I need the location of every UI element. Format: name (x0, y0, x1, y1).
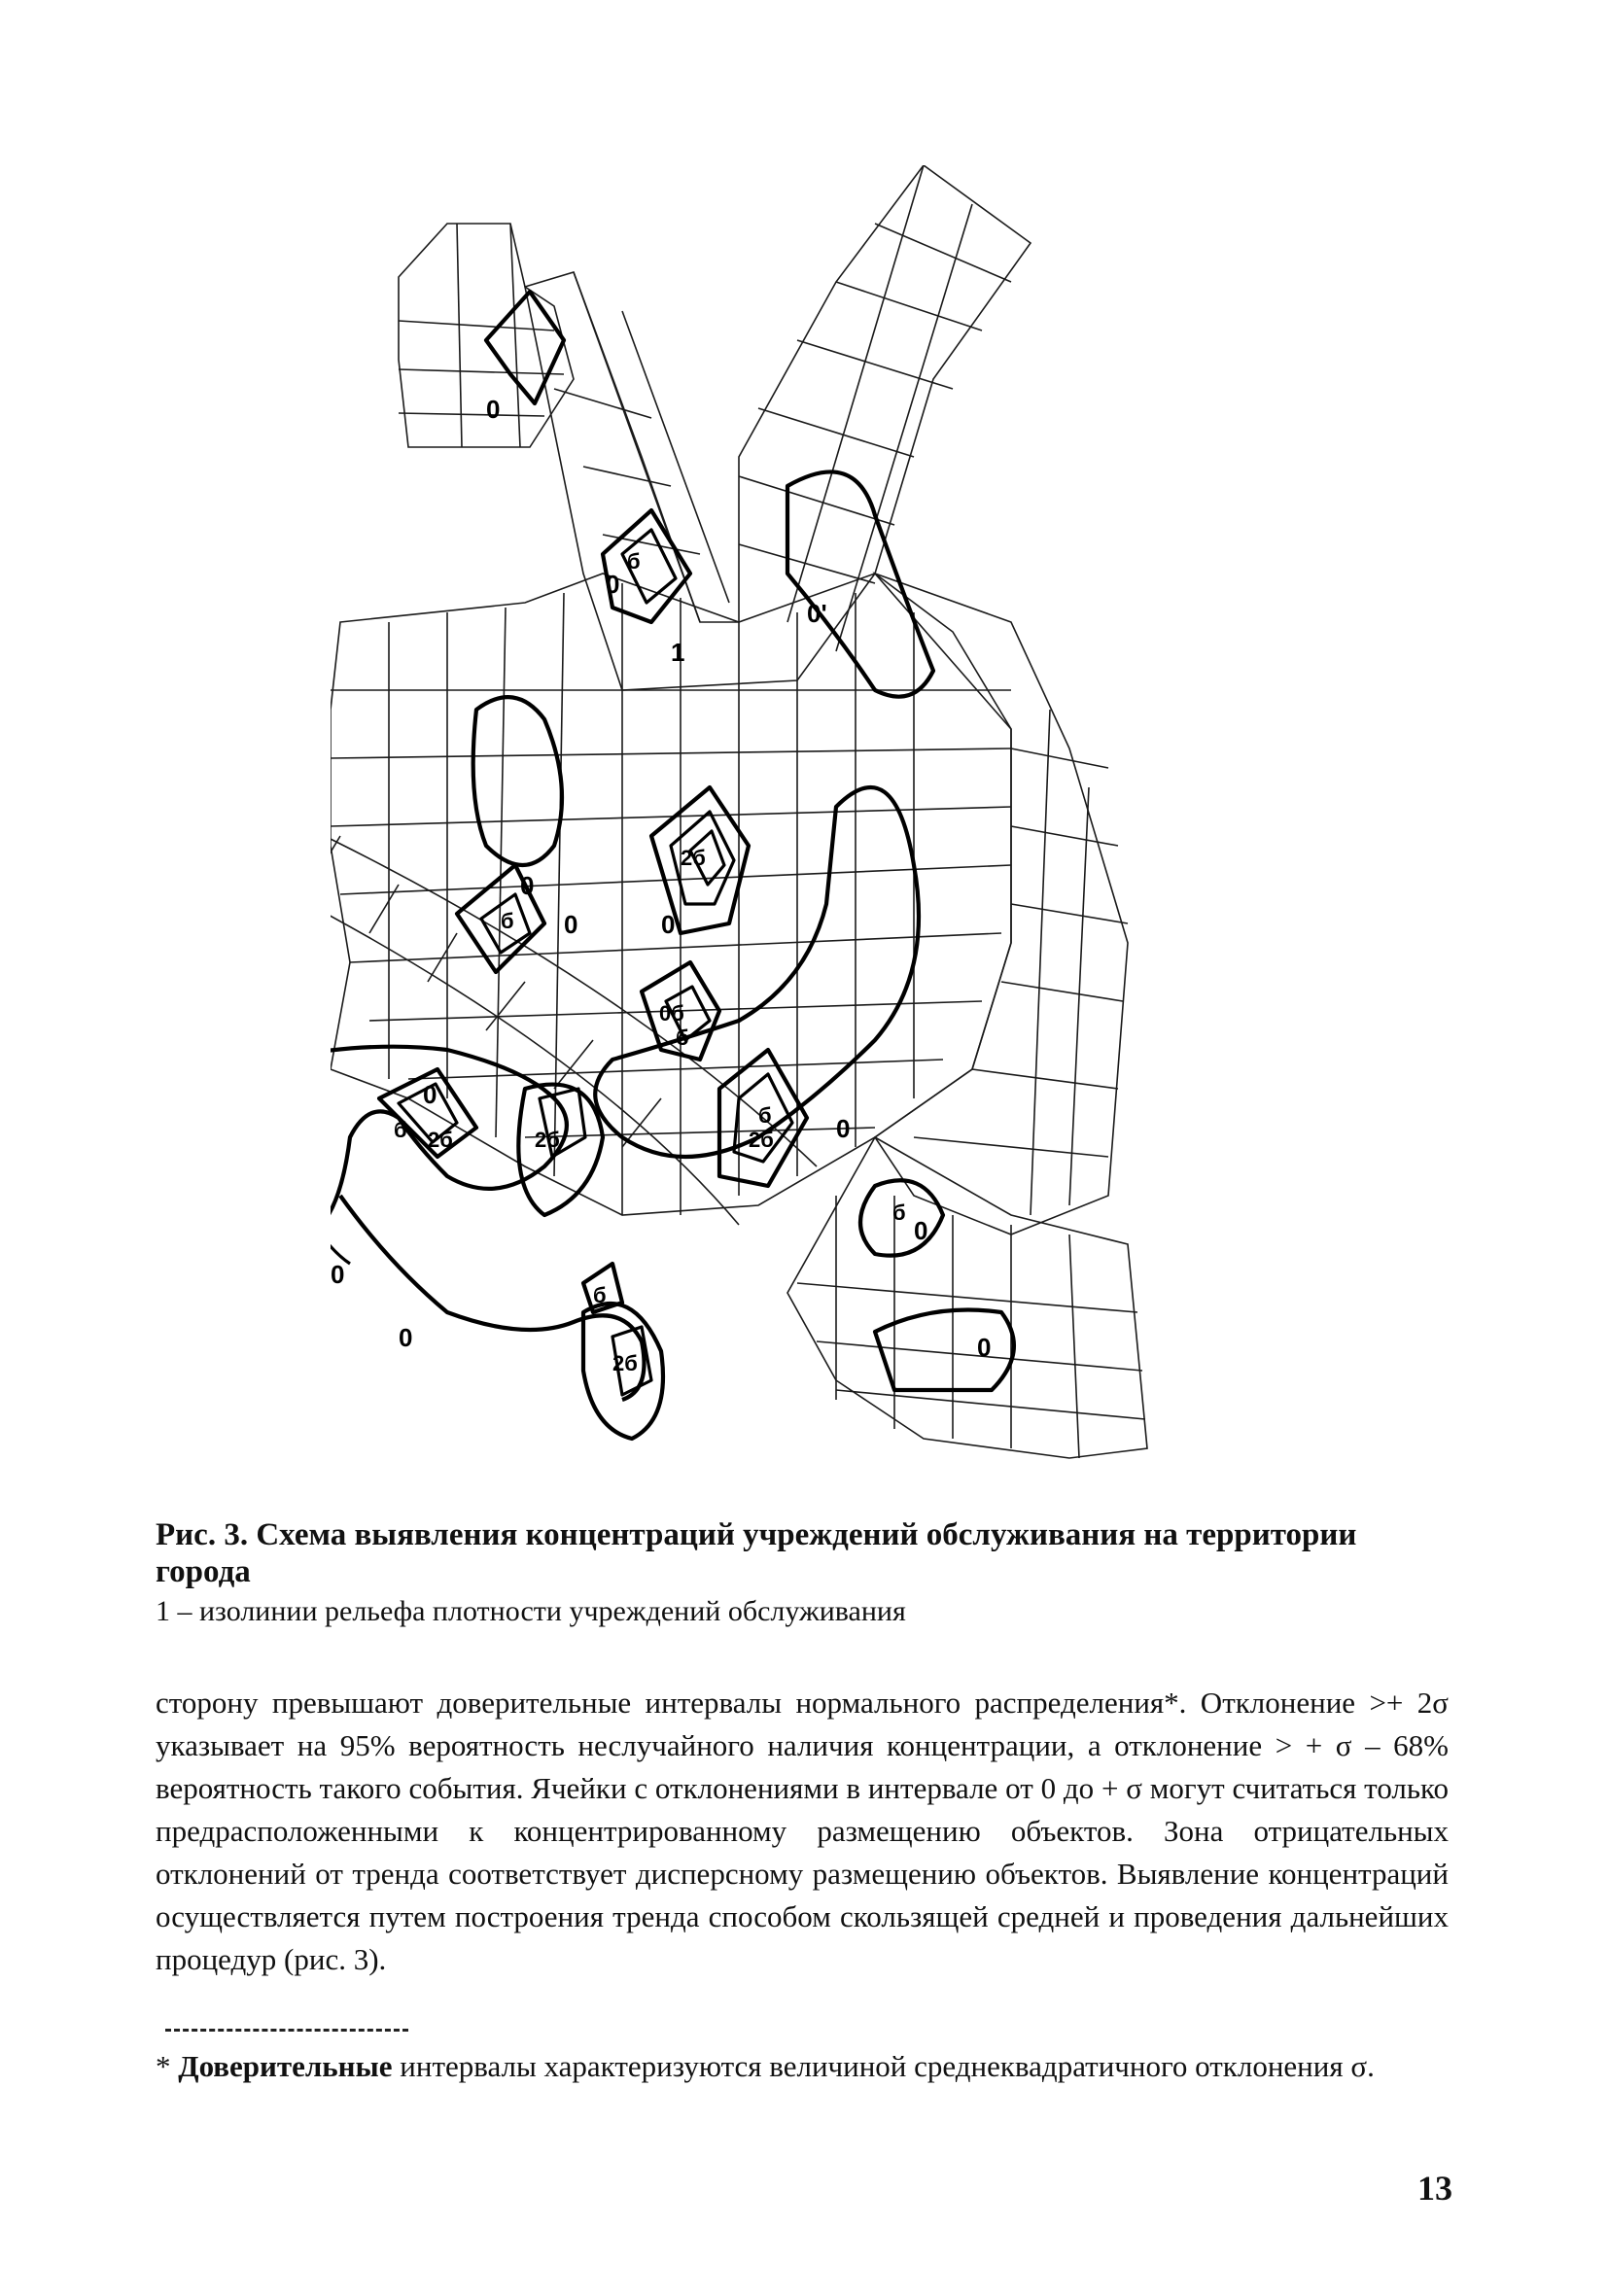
isoline-label: б (676, 1026, 689, 1050)
isoline-label: 0' (807, 599, 827, 628)
footnote (156, 2046, 1449, 2087)
isoline-label: б (593, 1283, 607, 1307)
isoline-label: 0 (606, 570, 620, 599)
isoline-label: 0 (423, 1080, 437, 1109)
body-text (156, 1682, 1449, 1981)
isoline-label: 0 (399, 1323, 413, 1352)
isoline-label: б (892, 1200, 906, 1225)
isoline-label: 0 (977, 1333, 992, 1362)
footnote-lead: Доверительные (178, 2049, 393, 2083)
isoline-label: б (627, 549, 641, 574)
isoline-label: 0 (486, 395, 501, 424)
footnote-text: интервалы характеризуются величиной среднеквадратичного отклонения σ. (400, 2049, 1375, 2083)
isoline-label: 2б (749, 1128, 774, 1152)
city-density-map (331, 165, 1264, 1497)
isoline-label: б (758, 1103, 772, 1128)
map-svg (331, 165, 1264, 1497)
city-block-grid (331, 165, 1147, 1458)
footnote-separator (165, 2029, 408, 2032)
isoline-label: 2б (612, 1351, 638, 1375)
isoline-label: 0 (331, 1260, 345, 1289)
callout-label: 1 (671, 638, 685, 667)
isoline-label: 0 (661, 910, 676, 939)
isoline-label: б (394, 1118, 407, 1142)
isoline-label: б (501, 909, 514, 933)
isoline-label: 0 (520, 871, 535, 900)
caption-title: Рис. 3. Схема выявления концентраций учреждений обслуживания на территории города (156, 1517, 1357, 1589)
isoline-label: 0б (659, 1001, 684, 1026)
isoline-label: 0 (836, 1114, 851, 1143)
isoline-label: 2б (681, 846, 706, 870)
body-paragraph: сторону превышают доверительные интервалы нормального распределения*. Отклонение >+ 2σ указывает на 95% вероятность неслучайного наличия концентрации, а отклонение > + σ – 68% вероятность такого события. Ячейки с отклонениями в интервале от 0 до + σ могут считаться только предрасположенными к концентрированному размещению объектов. Зона отрицательных отклонений от тренда соответствует дисперсному размещению объектов. Выявление концентраций осуществляется путем построения тренда способом скользящей средней и проведения дальнейших процедур (рис. 3). (156, 1686, 1449, 1976)
footnote-marker: * (156, 2049, 171, 2083)
isoline-label: 0 (914, 1216, 928, 1245)
density-isolines (331, 292, 1014, 1439)
isoline-labels (331, 395, 991, 1375)
isoline-label: 2б (428, 1128, 453, 1152)
isoline-label: 2б (535, 1128, 560, 1152)
page-number: 13 (1417, 2169, 1452, 2208)
caption-legend-note: 1 – изолинии рельефа плотности учреждений обслуживания (156, 1595, 906, 1627)
figure-caption (156, 1516, 1449, 1631)
isoline-label: 0 (564, 910, 578, 939)
